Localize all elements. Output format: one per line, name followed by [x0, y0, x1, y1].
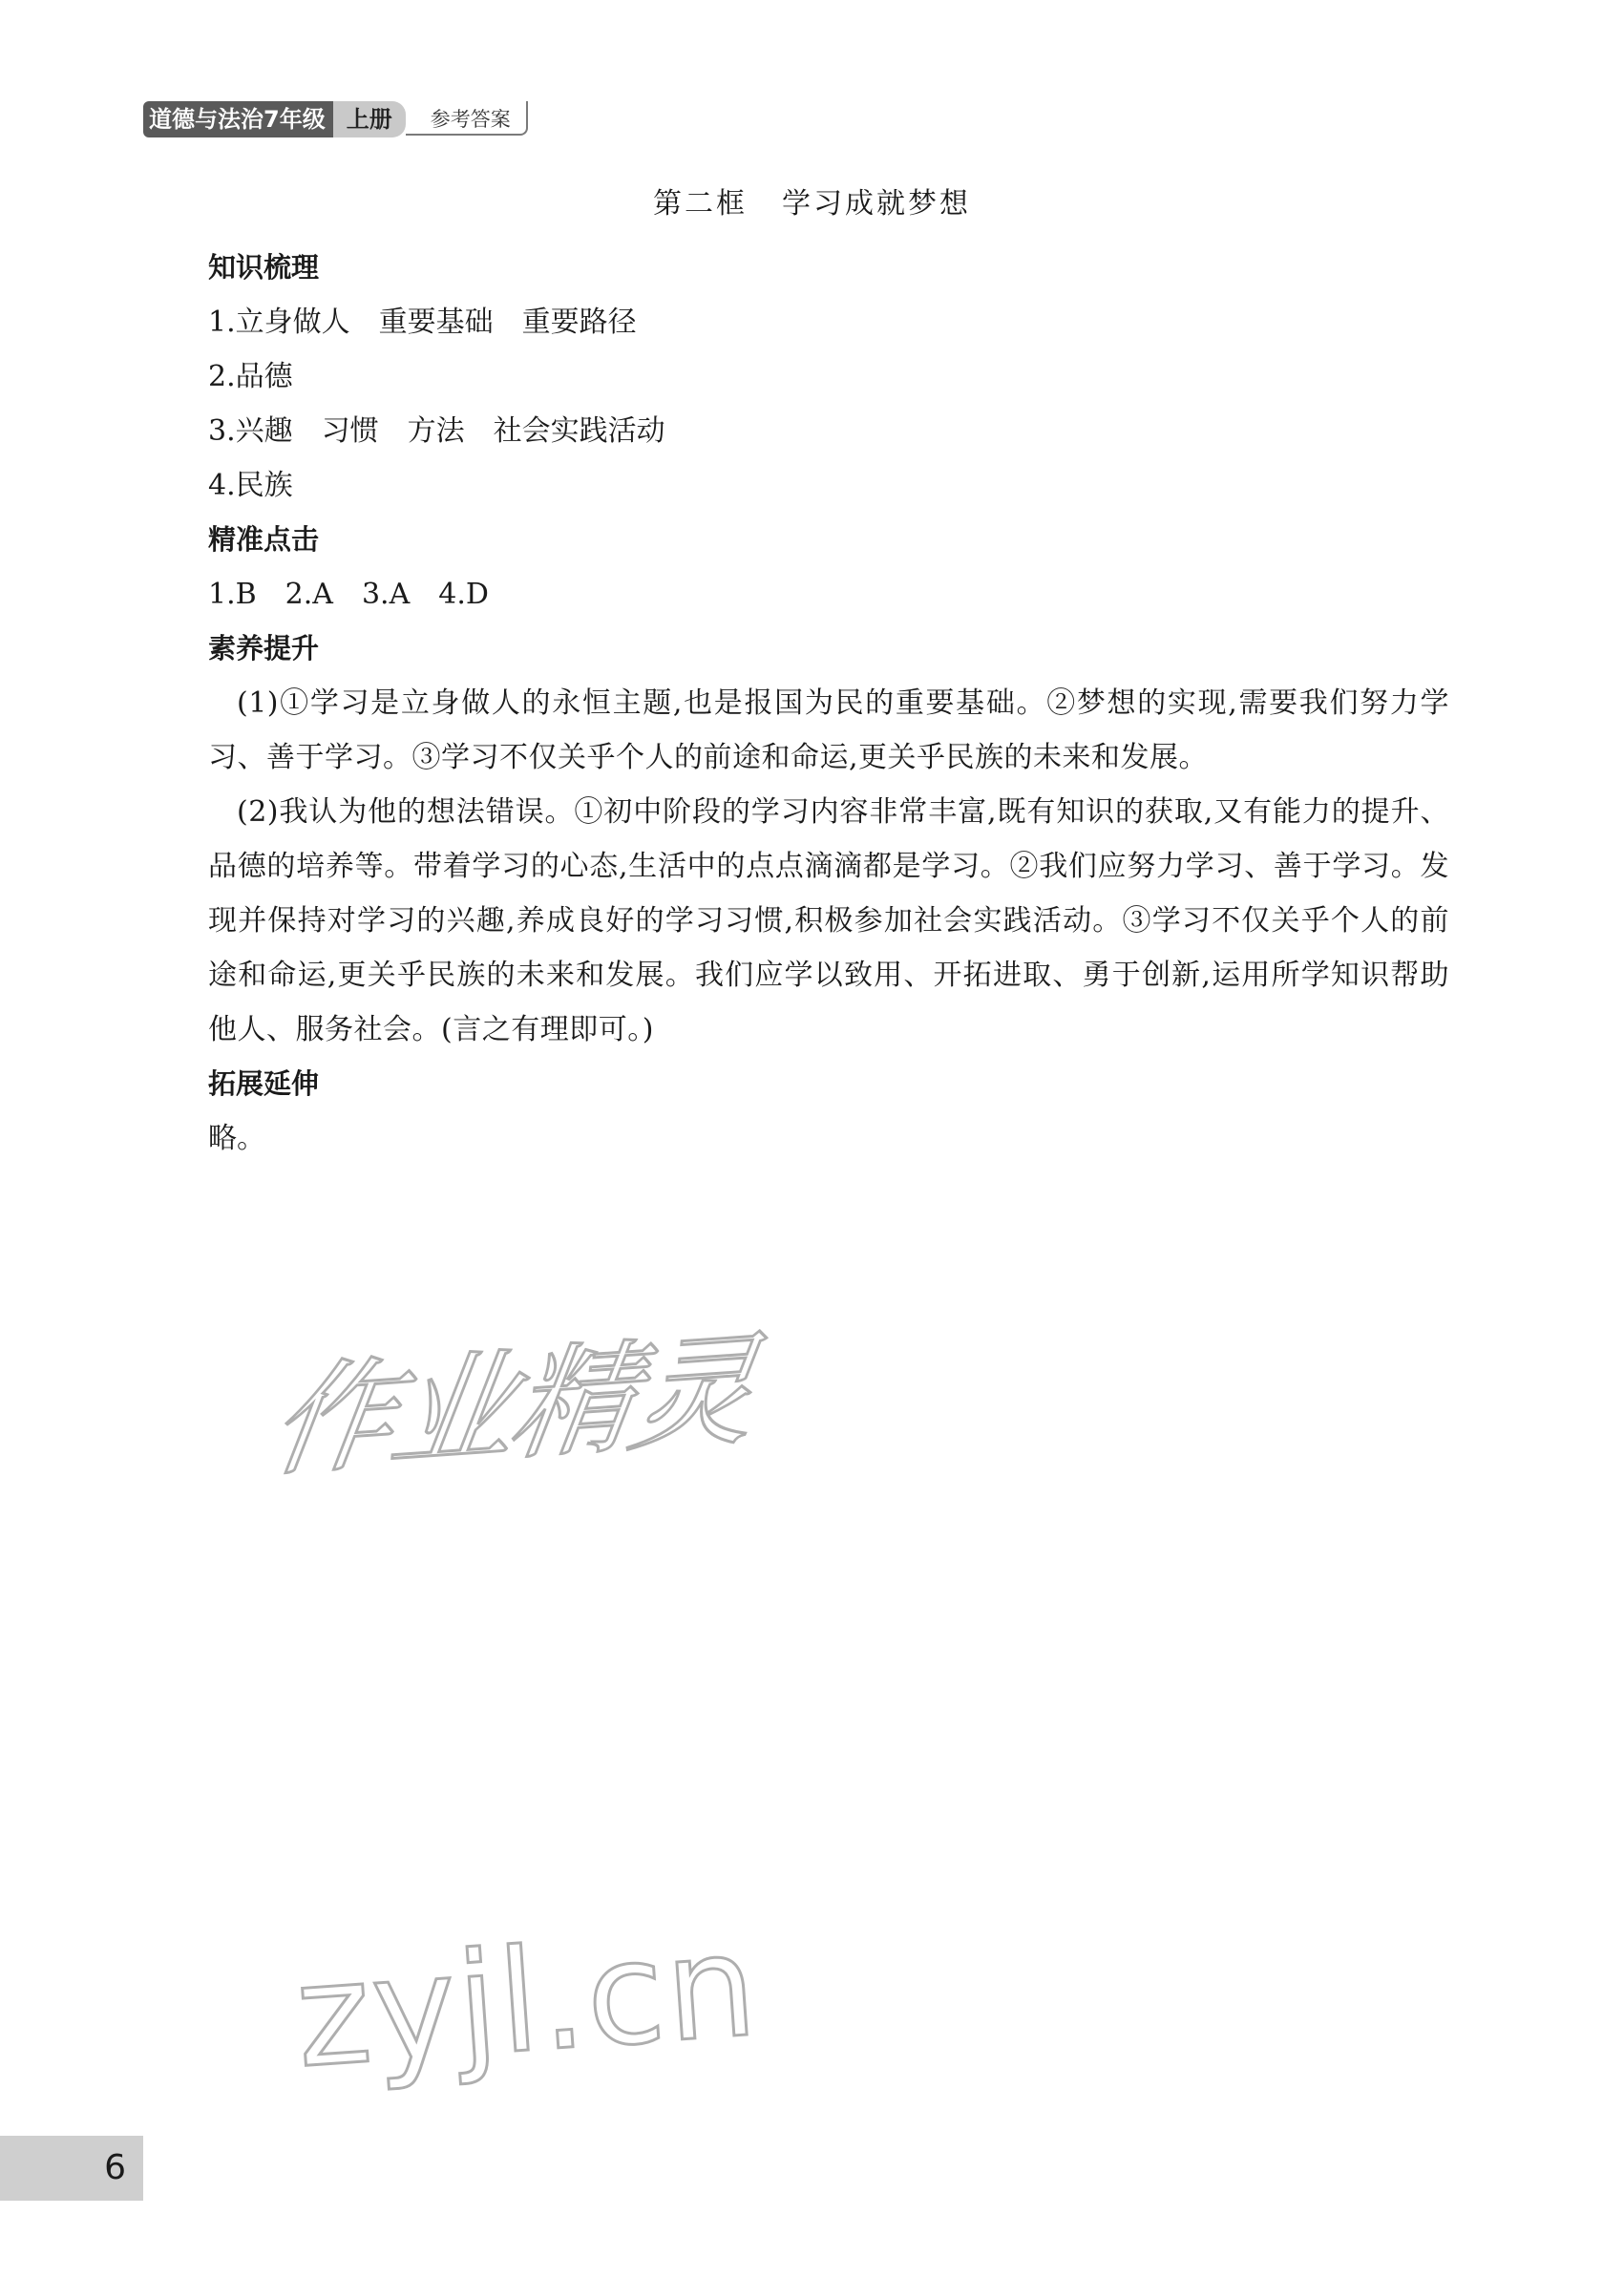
literacy-paragraph-2: (2)我认为他的想法错误。①初中阶段的学习内容非常丰富,既有知识的获取,又有能力的提升、品德的培养等。带着学习的心态,生活中的点点滴滴都是学习。②我们应努力学习、善于学习。发现并保持对学习的兴趣,养成良好的学习习惯,积极参加社会实践活动。③学习不仅关乎个人的前途和命运,更关乎民族的未来和发展。我们应学以致用、开拓进取、勇于创新,运用所学知识帮助他人、服务社会。(言之有理即可。) — [208, 795, 1449, 1046]
header-volume: 上册 — [333, 101, 406, 137]
heading-knowledge: 知识梳理 — [208, 251, 320, 284]
header-subject: 道德与法治7年级 — [143, 101, 333, 137]
knowledge-item-3: 3.兴趣 习惯 方法 社会实践活动 — [208, 414, 665, 448]
knowledge-item-4: 4.民族 — [208, 469, 293, 502]
answer-3: 3.A — [361, 578, 411, 611]
page-number: 6 — [0, 2136, 143, 2201]
extension-text: 略。 — [208, 1122, 265, 1155]
precise-answers — [208, 567, 1449, 622]
knowledge-item-1: 1.立身做人 重要基础 重要路径 — [208, 306, 637, 339]
title-frame: 第二框 — [653, 187, 748, 221]
watermark-site: zyjl.cn — [290, 1903, 764, 2099]
answer-2: 2.A — [285, 578, 333, 611]
heading-precise: 精准点击 — [208, 523, 320, 556]
knowledge-item-2: 2.品德 — [208, 360, 293, 393]
answer-1: 1.B — [208, 578, 257, 611]
heading-literacy: 素养提升 — [208, 632, 320, 664]
watermark-brand: 作业精灵 — [262, 1318, 763, 1495]
answer-content — [208, 241, 1449, 1166]
literacy-paragraph-1: (1)①学习是立身做人的永恒主题,也是报国为民的重要基础。②梦想的实现,需要我们努力学习、善于学习。③学习不仅关乎个人的前途和命运,更关乎民族的未来和发展。 — [208, 686, 1449, 774]
heading-extension: 拓展延伸 — [208, 1067, 320, 1100]
title-topic: 学习成就梦想 — [782, 187, 971, 221]
header-answers-label: 参考答案 — [406, 101, 528, 136]
answer-4: 4.D — [438, 578, 489, 611]
running-header — [143, 101, 528, 137]
page-title — [0, 185, 1624, 223]
